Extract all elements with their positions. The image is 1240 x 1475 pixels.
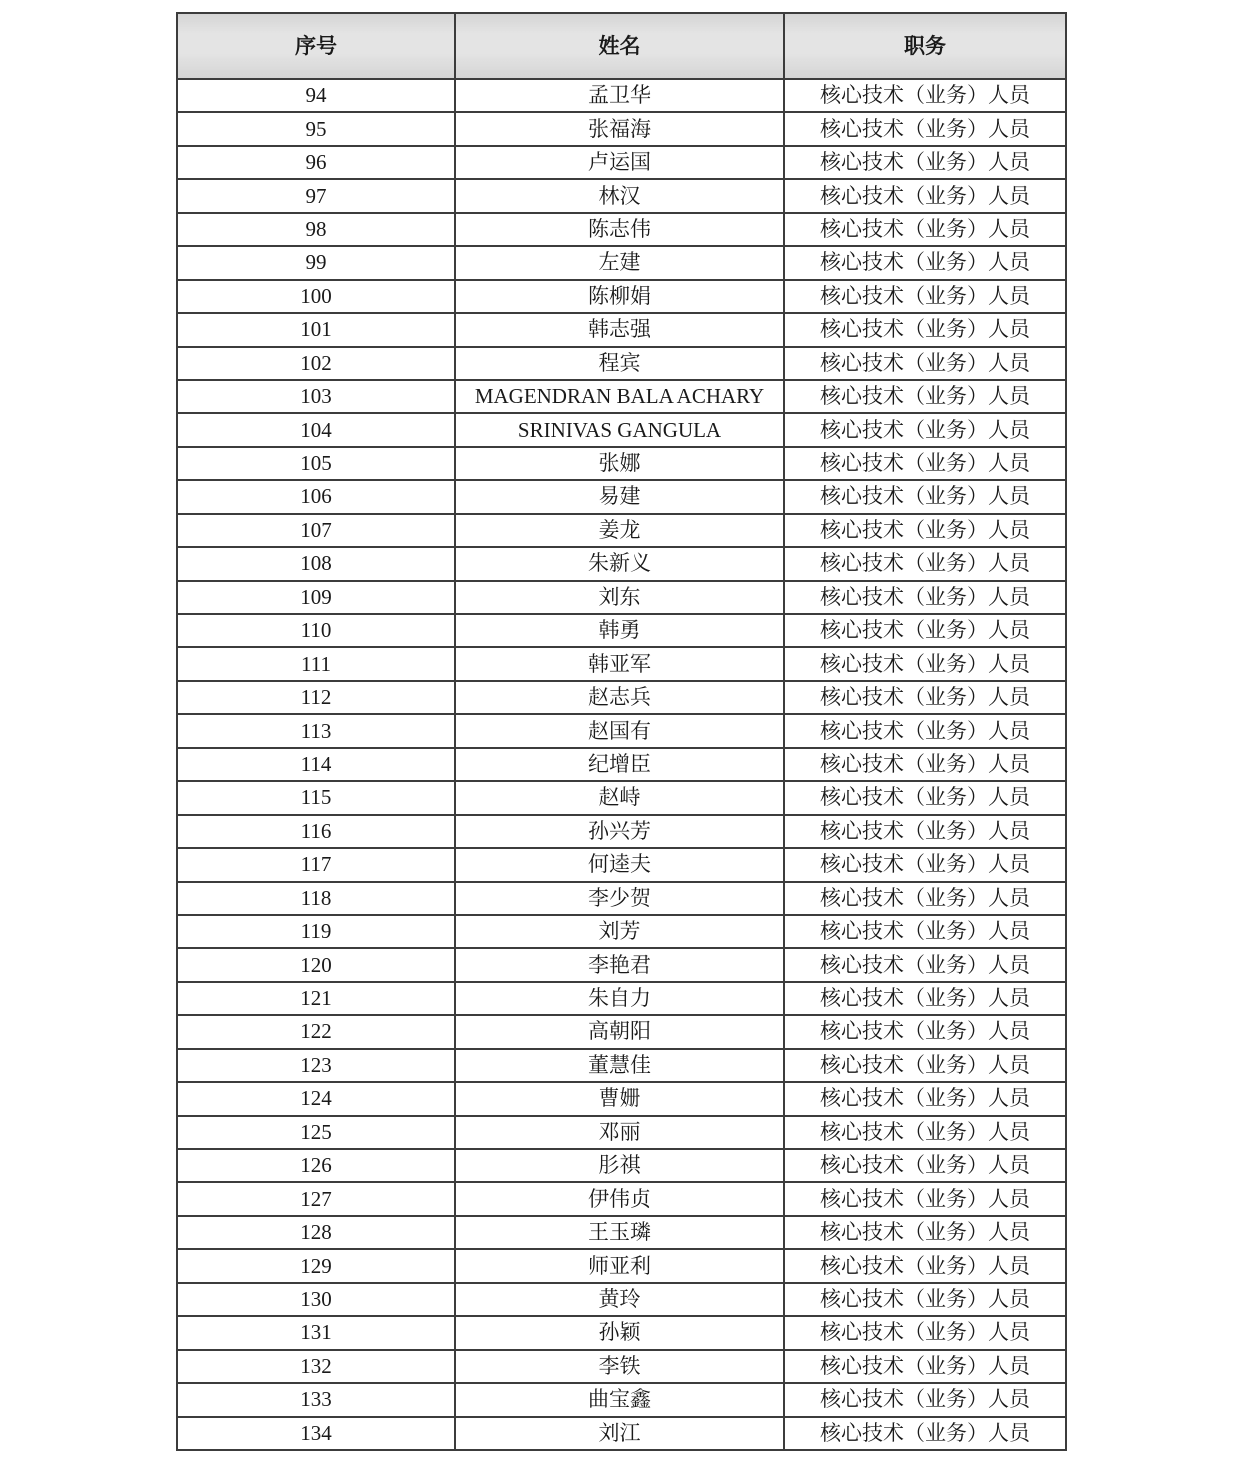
index-cell: 104 bbox=[177, 413, 455, 446]
index-cell: 118 bbox=[177, 882, 455, 915]
position-cell: 核心技术（业务）人员 bbox=[784, 1049, 1066, 1082]
position-cell: 核心技术（业务）人员 bbox=[784, 112, 1066, 145]
index-cell: 116 bbox=[177, 815, 455, 848]
position-cell: 核心技术（业务）人员 bbox=[784, 647, 1066, 680]
index-cell: 113 bbox=[177, 714, 455, 747]
position-cell: 核心技术（业务）人员 bbox=[784, 280, 1066, 313]
index-cell: 106 bbox=[177, 480, 455, 513]
index-cell: 131 bbox=[177, 1316, 455, 1349]
table-row bbox=[177, 1182, 1066, 1215]
position-cell: 核心技术（业务）人员 bbox=[784, 347, 1066, 380]
position-cell: 核心技术（业务）人员 bbox=[784, 79, 1066, 112]
table-row bbox=[177, 1015, 1066, 1048]
name-cell: 邓丽 bbox=[455, 1116, 784, 1149]
name-cell: 韩志强 bbox=[455, 313, 784, 346]
position-cell: 核心技术（业务）人员 bbox=[784, 882, 1066, 915]
table-body bbox=[177, 79, 1066, 1450]
name-cell: 韩勇 bbox=[455, 614, 784, 647]
index-cell: 127 bbox=[177, 1182, 455, 1215]
position-cell: 核心技术（业务）人员 bbox=[784, 1249, 1066, 1282]
index-cell: 99 bbox=[177, 246, 455, 279]
position-cell: 核心技术（业务）人员 bbox=[784, 948, 1066, 981]
index-cell: 114 bbox=[177, 748, 455, 781]
index-cell: 100 bbox=[177, 280, 455, 313]
position-cell: 核心技术（业务）人员 bbox=[784, 1350, 1066, 1383]
name-cell: 曹姗 bbox=[455, 1082, 784, 1115]
table-row bbox=[177, 380, 1066, 413]
position-cell: 核心技术（业务）人员 bbox=[784, 614, 1066, 647]
name-cell: SRINIVAS GANGULA bbox=[455, 413, 784, 446]
position-cell: 核心技术（业务）人员 bbox=[784, 681, 1066, 714]
table-row bbox=[177, 1149, 1066, 1182]
name-cell: 刘东 bbox=[455, 581, 784, 614]
table-row bbox=[177, 1316, 1066, 1349]
index-cell: 119 bbox=[177, 915, 455, 948]
name-cell: 朱新义 bbox=[455, 547, 784, 580]
index-cell: 132 bbox=[177, 1350, 455, 1383]
table-row bbox=[177, 480, 1066, 513]
position-cell: 核心技术（业务）人员 bbox=[784, 581, 1066, 614]
position-cell: 核心技术（业务）人员 bbox=[784, 982, 1066, 1015]
table-row bbox=[177, 714, 1066, 747]
table-row bbox=[177, 179, 1066, 212]
table-row bbox=[177, 1350, 1066, 1383]
index-cell: 117 bbox=[177, 848, 455, 881]
name-cell: 张娜 bbox=[455, 447, 784, 480]
index-cell: 103 bbox=[177, 380, 455, 413]
index-cell: 109 bbox=[177, 581, 455, 614]
name-cell: 孟卫华 bbox=[455, 79, 784, 112]
table-row bbox=[177, 1049, 1066, 1082]
position-cell: 核心技术（业务）人员 bbox=[784, 480, 1066, 513]
position-cell: 核心技术（业务）人员 bbox=[784, 447, 1066, 480]
position-cell: 核心技术（业务）人员 bbox=[784, 1082, 1066, 1115]
table-row bbox=[177, 547, 1066, 580]
name-cell: 韩亚军 bbox=[455, 647, 784, 680]
table-row bbox=[177, 213, 1066, 246]
name-cell: 董慧佳 bbox=[455, 1049, 784, 1082]
table-row bbox=[177, 112, 1066, 145]
index-cell: 101 bbox=[177, 313, 455, 346]
position-cell: 核心技术（业务）人员 bbox=[784, 815, 1066, 848]
table-row bbox=[177, 781, 1066, 814]
position-cell: 核心技术（业务）人员 bbox=[784, 714, 1066, 747]
table-row bbox=[177, 1116, 1066, 1149]
name-cell: 师亚利 bbox=[455, 1249, 784, 1282]
name-cell: 赵峙 bbox=[455, 781, 784, 814]
index-cell: 94 bbox=[177, 79, 455, 112]
position-cell: 核心技术（业务）人员 bbox=[784, 1149, 1066, 1182]
table-row bbox=[177, 1383, 1066, 1416]
name-cell: 赵志兵 bbox=[455, 681, 784, 714]
position-cell: 核心技术（业务）人员 bbox=[784, 1216, 1066, 1249]
index-cell: 112 bbox=[177, 681, 455, 714]
name-cell: 李少贺 bbox=[455, 882, 784, 915]
position-cell: 核心技术（业务）人员 bbox=[784, 1316, 1066, 1349]
index-cell: 111 bbox=[177, 647, 455, 680]
name-cell: 肜祺 bbox=[455, 1149, 784, 1182]
index-cell: 122 bbox=[177, 1015, 455, 1048]
index-cell: 120 bbox=[177, 948, 455, 981]
table-row bbox=[177, 447, 1066, 480]
position-cell: 核心技术（业务）人员 bbox=[784, 179, 1066, 212]
name-cell: 李艳君 bbox=[455, 948, 784, 981]
position-cell: 核心技术（业务）人员 bbox=[784, 246, 1066, 279]
position-cell: 核心技术（业务）人员 bbox=[784, 514, 1066, 547]
table-row bbox=[177, 347, 1066, 380]
name-cell: 孙颖 bbox=[455, 1316, 784, 1349]
index-cell: 134 bbox=[177, 1417, 455, 1450]
position-cell: 核心技术（业务）人员 bbox=[784, 915, 1066, 948]
position-cell: 核心技术（业务）人员 bbox=[784, 413, 1066, 446]
position-cell: 核心技术（业务）人员 bbox=[784, 380, 1066, 413]
index-cell: 124 bbox=[177, 1082, 455, 1115]
table-row bbox=[177, 815, 1066, 848]
name-cell: 刘江 bbox=[455, 1417, 784, 1450]
name-cell: 伊伟贞 bbox=[455, 1182, 784, 1215]
index-cell: 110 bbox=[177, 614, 455, 647]
name-cell: 王玉璘 bbox=[455, 1216, 784, 1249]
table-row bbox=[177, 1082, 1066, 1115]
position-cell: 核心技术（业务）人员 bbox=[784, 313, 1066, 346]
name-cell: 姜龙 bbox=[455, 514, 784, 547]
name-cell: 林汉 bbox=[455, 179, 784, 212]
personnel-table bbox=[176, 12, 1067, 1451]
header-cell-name: 姓名 bbox=[455, 13, 784, 79]
table-row bbox=[177, 948, 1066, 981]
name-cell: 陈柳娟 bbox=[455, 280, 784, 313]
position-cell: 核心技术（业务）人员 bbox=[784, 1182, 1066, 1215]
name-cell: 张福海 bbox=[455, 112, 784, 145]
index-cell: 121 bbox=[177, 982, 455, 1015]
name-cell: 李铁 bbox=[455, 1350, 784, 1383]
index-cell: 126 bbox=[177, 1149, 455, 1182]
table-row bbox=[177, 1216, 1066, 1249]
position-cell: 核心技术（业务）人员 bbox=[784, 1417, 1066, 1450]
position-cell: 核心技术（业务）人员 bbox=[784, 748, 1066, 781]
index-cell: 97 bbox=[177, 179, 455, 212]
header-cell-index: 序号 bbox=[177, 13, 455, 79]
name-cell: 纪增臣 bbox=[455, 748, 784, 781]
name-cell: 易建 bbox=[455, 480, 784, 513]
table-row bbox=[177, 681, 1066, 714]
index-cell: 130 bbox=[177, 1283, 455, 1316]
position-cell: 核心技术（业务）人员 bbox=[784, 1116, 1066, 1149]
index-cell: 129 bbox=[177, 1249, 455, 1282]
name-cell: MAGENDRAN BALA ACHARY bbox=[455, 380, 784, 413]
table-row bbox=[177, 79, 1066, 112]
position-cell: 核心技术（业务）人员 bbox=[784, 848, 1066, 881]
index-cell: 98 bbox=[177, 213, 455, 246]
table-row bbox=[177, 982, 1066, 1015]
index-cell: 108 bbox=[177, 547, 455, 580]
name-cell: 孙兴芳 bbox=[455, 815, 784, 848]
index-cell: 96 bbox=[177, 146, 455, 179]
index-cell: 123 bbox=[177, 1049, 455, 1082]
position-cell: 核心技术（业务）人员 bbox=[784, 1383, 1066, 1416]
table-row bbox=[177, 413, 1066, 446]
position-cell: 核心技术（业务）人员 bbox=[784, 547, 1066, 580]
header-cell-position: 职务 bbox=[784, 13, 1066, 79]
table-row bbox=[177, 848, 1066, 881]
name-cell: 朱自力 bbox=[455, 982, 784, 1015]
table-row bbox=[177, 313, 1066, 346]
index-cell: 105 bbox=[177, 447, 455, 480]
table-row bbox=[177, 1417, 1066, 1450]
table-row bbox=[177, 614, 1066, 647]
table-row bbox=[177, 581, 1066, 614]
table-row bbox=[177, 1283, 1066, 1316]
table-row bbox=[177, 1249, 1066, 1282]
name-cell: 刘芳 bbox=[455, 915, 784, 948]
table-row bbox=[177, 146, 1066, 179]
index-cell: 102 bbox=[177, 347, 455, 380]
name-cell: 何逵夫 bbox=[455, 848, 784, 881]
position-cell: 核心技术（业务）人员 bbox=[784, 1015, 1066, 1048]
position-cell: 核心技术（业务）人员 bbox=[784, 1283, 1066, 1316]
table-row bbox=[177, 882, 1066, 915]
table-row bbox=[177, 748, 1066, 781]
table-row bbox=[177, 280, 1066, 313]
table-header bbox=[177, 13, 1066, 79]
header-row bbox=[177, 13, 1066, 79]
name-cell: 高朝阳 bbox=[455, 1015, 784, 1048]
index-cell: 107 bbox=[177, 514, 455, 547]
name-cell: 卢运国 bbox=[455, 146, 784, 179]
name-cell: 陈志伟 bbox=[455, 213, 784, 246]
index-cell: 125 bbox=[177, 1116, 455, 1149]
index-cell: 115 bbox=[177, 781, 455, 814]
name-cell: 曲宝鑫 bbox=[455, 1383, 784, 1416]
index-cell: 95 bbox=[177, 112, 455, 145]
index-cell: 133 bbox=[177, 1383, 455, 1416]
name-cell: 程宾 bbox=[455, 347, 784, 380]
position-cell: 核心技术（业务）人员 bbox=[784, 213, 1066, 246]
position-cell: 核心技术（业务）人员 bbox=[784, 146, 1066, 179]
table-row bbox=[177, 915, 1066, 948]
name-cell: 黄玲 bbox=[455, 1283, 784, 1316]
position-cell: 核心技术（业务）人员 bbox=[784, 781, 1066, 814]
index-cell: 128 bbox=[177, 1216, 455, 1249]
table-row bbox=[177, 647, 1066, 680]
table-row bbox=[177, 246, 1066, 279]
name-cell: 左建 bbox=[455, 246, 784, 279]
table-row bbox=[177, 514, 1066, 547]
name-cell: 赵国有 bbox=[455, 714, 784, 747]
